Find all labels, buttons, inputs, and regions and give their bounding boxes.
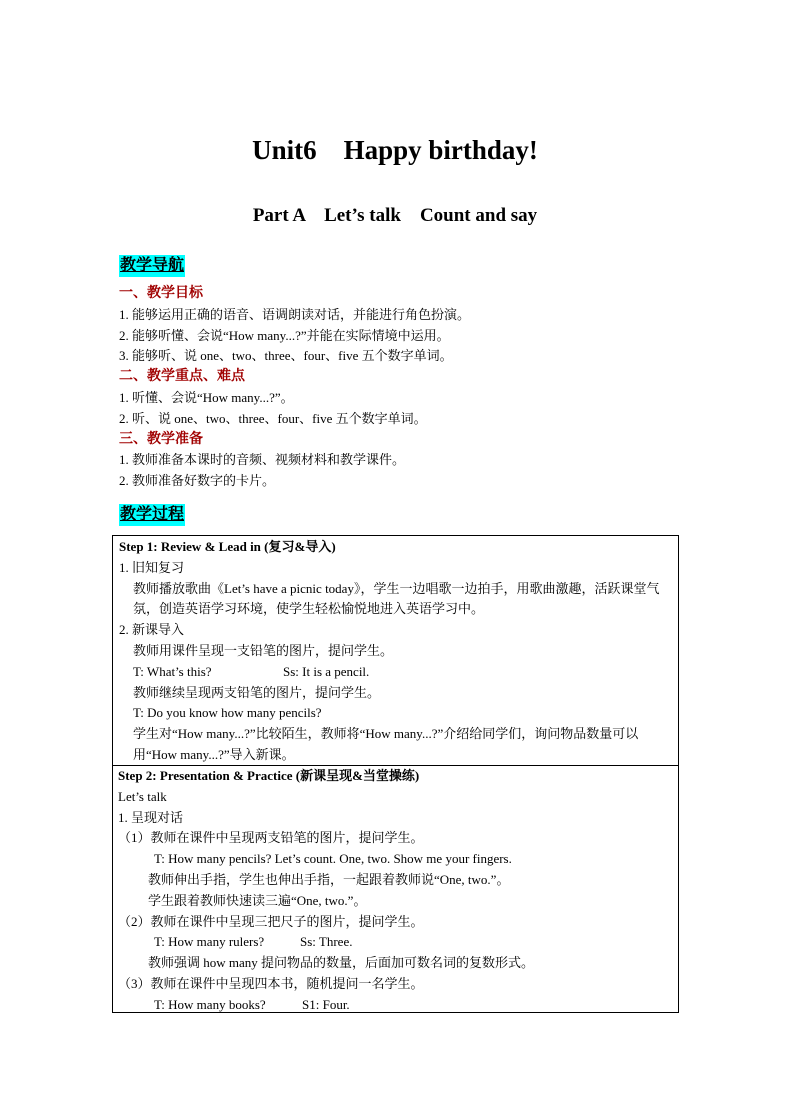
step2-title: Step 2: Presentation & Practice (新课呈现&当堂操练) bbox=[118, 768, 420, 783]
preparation-item: 1. 教师准备本课时的音频、视频材料和教学课件。 bbox=[119, 452, 406, 468]
step2-section-label: Let’s talk bbox=[118, 788, 167, 804]
key-point-item: 1. 听懂、会说“How many...?”。 bbox=[119, 389, 294, 405]
step1-cell bbox=[119, 537, 675, 766]
step2-activity-heading: （1）教师在课件中呈现两支铅笔的图片，提问学生。 bbox=[118, 830, 424, 846]
preparation-item: 2. 教师准备好数字的卡片。 bbox=[119, 473, 276, 489]
process-table bbox=[112, 535, 679, 1013]
objective-item: 1. 能够运用正确的语音、语调朗读对话，并能进行角色扮演。 bbox=[119, 306, 471, 322]
step2-paragraph: 学生跟着教师快速读三遍“One, two.”。 bbox=[148, 892, 367, 908]
page-subtitle: Part A Let’s talk Count and say bbox=[252, 205, 538, 226]
dialogue-line bbox=[119, 662, 675, 683]
step1-paragraph: 教师用课件呈现一支铅笔的图片，提问学生。 bbox=[133, 642, 394, 658]
dialogue-line: T: How many pencils? Let’s count. One, two. Show me your fingers. bbox=[154, 851, 512, 867]
step2-cell bbox=[118, 766, 674, 1013]
dialogue-teacher: T: How many rulers? bbox=[154, 934, 265, 950]
dialogue-line bbox=[118, 932, 674, 953]
step2-activity-heading: （3）教师在课件中呈现四本书，随机提问一名学生。 bbox=[118, 975, 424, 991]
step1-paragraph: 教师继续呈现两支铅笔的图片，提问学生。 bbox=[133, 684, 381, 700]
teaching-guide bbox=[119, 284, 699, 492]
objective-item: 3. 能够听、说 one、two、three、four、five 五个数字单词。 bbox=[119, 348, 453, 364]
step2-sub-present: 1. 呈现对话 bbox=[118, 809, 184, 825]
dialogue-teacher: T: How many books? bbox=[154, 996, 266, 1012]
step1-sub-review: 1. 旧知复习 bbox=[119, 559, 185, 575]
step2-paragraph: 教师强调 how many 提问物品的数量，后面加可数名词的复数形式。 bbox=[148, 955, 535, 971]
step1-paragraph: 学生对“How many...?”比较陌生，教师将“How many...?”介绍给同学们，询问物品数量可以用“How many...?”导入新课。 bbox=[133, 726, 639, 762]
step1-paragraph: 教师播放歌曲《Let’s have a picnic today》，学生一边唱歌一边拍手，用歌曲激趣，活跃课堂气氛，创造英语学习环境，使学生轻松愉悦地进入英语学习中。 bbox=[133, 580, 660, 617]
dialogue-teacher: T: What’s this? bbox=[133, 663, 212, 679]
page-title: Unit6 Happy birthday! bbox=[252, 135, 538, 165]
objective-item: 2. 能够听懂、会说“How many...?”并能在实际情境中运用。 bbox=[119, 327, 450, 343]
objectives-heading: 一、教学目标 bbox=[119, 286, 203, 301]
preparation-heading: 三、教学准备 bbox=[119, 431, 203, 447]
dialogue-line bbox=[118, 995, 674, 1013]
step2-activity-heading: （2）教师在课件中呈现三把尺子的图片，提问学生。 bbox=[118, 913, 424, 929]
key-point-item: 2. 听、说 one、two、three、four、five 五个数字单词。 bbox=[119, 410, 427, 426]
teaching-process-tag: 教学过程 bbox=[119, 504, 185, 526]
teaching-guide-tag: 教学导航 bbox=[119, 255, 185, 277]
step2-paragraph: 教师伸出手指，学生也伸出手指，一起跟着教师说“One, two.”。 bbox=[148, 871, 510, 887]
dialogue-students: Ss: Three. bbox=[300, 934, 353, 950]
dialogue-line: T: Do you know how many pencils? bbox=[133, 705, 322, 721]
step1-title: Step 1: Review & Lead in (复习&导入) bbox=[119, 539, 336, 554]
key-points-heading: 二、教学重点、难点 bbox=[119, 369, 245, 385]
step1-sub-lead-in: 2. 新课导入 bbox=[119, 622, 185, 638]
dialogue-student: S1: Four. bbox=[302, 996, 350, 1012]
dialogue-students: Ss: It is a pencil. bbox=[283, 663, 370, 679]
